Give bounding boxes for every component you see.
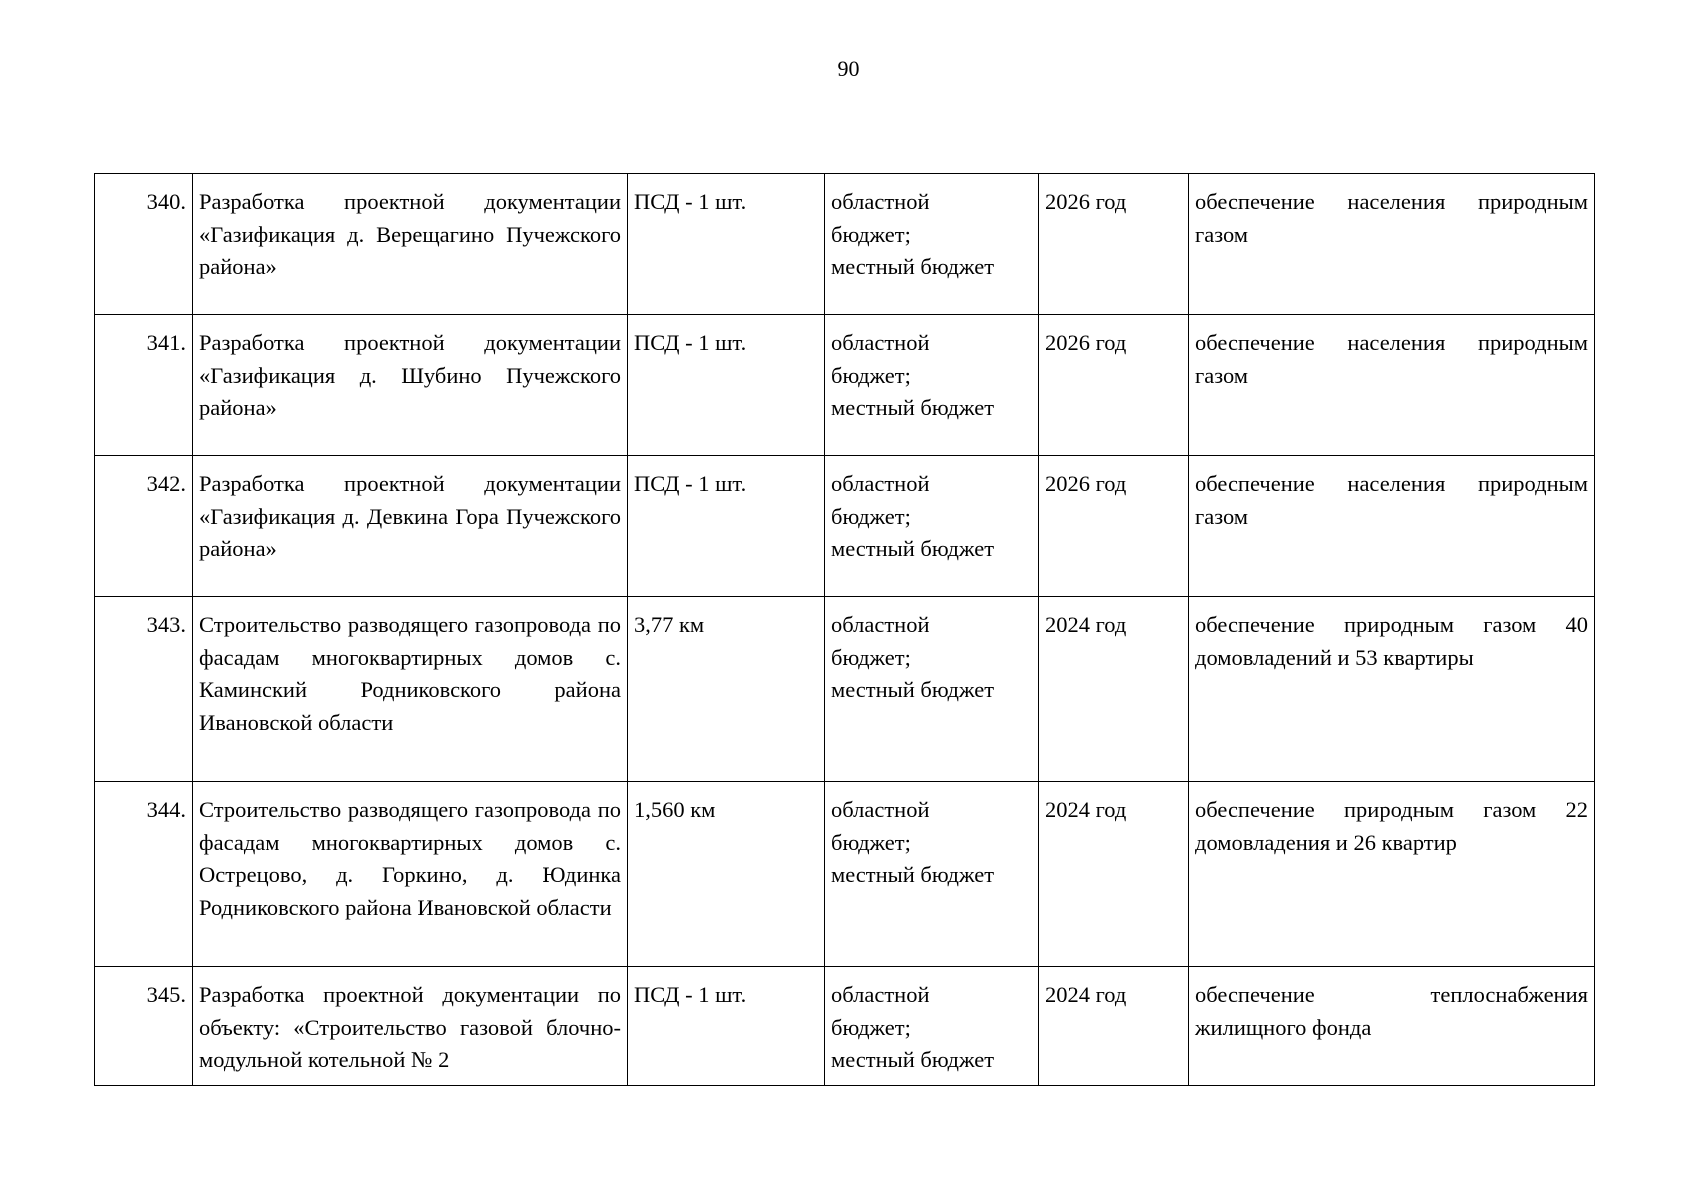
funding-source-line: областной (831, 189, 930, 214)
funding-source-line: бюджет; (831, 503, 911, 529)
measure-name: Разработка проектной документации по объекту: «Строительство газовой блочно-модульной котельной № 2 (193, 967, 628, 1086)
funding-source-line: местный бюджет (831, 1047, 995, 1072)
funding-source-line: областной (831, 612, 930, 637)
row-number: 340. (95, 174, 193, 315)
expected-result: обеспечение природным газом 40 домовладений и 53 квартиры (1189, 597, 1595, 782)
expected-result: обеспечение населения природным газом (1189, 315, 1595, 456)
measure-name: Строительство разводящего газопровода по фасадам многоквартирных домов с. Острецово, д. Горкино, д. Юдинка Родниковского района Ивановской области (193, 782, 628, 967)
row-number: 342. (95, 456, 193, 597)
measure-volume: 3,77 км (628, 597, 825, 782)
expected-result: обеспечение населения природным газом (1189, 456, 1595, 597)
expected-result: обеспечение населения природным газом (1189, 174, 1595, 315)
implementation-year: 2024 год (1039, 597, 1189, 782)
table-row (95, 782, 1595, 967)
funding-source-line: местный бюджет (831, 862, 995, 887)
funding-source-line: местный бюджет (831, 677, 995, 702)
funding-source (825, 456, 1039, 597)
funding-source (825, 967, 1039, 1086)
funding-source (825, 597, 1039, 782)
row-number: 343. (95, 597, 193, 782)
implementation-year: 2024 год (1039, 782, 1189, 967)
funding-source-line: бюджет; (831, 221, 911, 247)
table-row (95, 597, 1595, 782)
measure-name: Разработка проектной документации «Газификация д. Верещагино Пучежского района» (193, 174, 628, 315)
measure-volume: ПСД - 1 шт. (628, 315, 825, 456)
funding-source-line: областной (831, 982, 930, 1007)
table-row (95, 174, 1595, 315)
implementation-year: 2026 год (1039, 456, 1189, 597)
table-row (95, 967, 1595, 1086)
measure-volume: 1,560 км (628, 782, 825, 967)
implementation-year: 2026 год (1039, 315, 1189, 456)
funding-source-line: бюджет; (831, 1014, 911, 1040)
table-row (95, 456, 1595, 597)
funding-source-line: местный бюджет (831, 536, 995, 561)
row-number: 344. (95, 782, 193, 967)
page-number: 90 (837, 56, 860, 81)
table-row (95, 315, 1595, 456)
implementation-year: 2026 год (1039, 174, 1189, 315)
measure-volume: ПСД - 1 шт. (628, 456, 825, 597)
measure-name: Разработка проектной документации «Газификация д. Девкина Гора Пучежского района» (193, 456, 628, 597)
funding-source-line: областной (831, 797, 930, 822)
funding-source-line: бюджет; (831, 829, 911, 855)
measure-volume: ПСД - 1 шт. (628, 967, 825, 1086)
funding-source (825, 315, 1039, 456)
row-number: 341. (95, 315, 193, 456)
expected-result: обеспечение теплоснабжения жилищного фонда (1189, 967, 1595, 1086)
expected-result: обеспечение природным газом 22 домовладения и 26 квартир (1189, 782, 1595, 967)
funding-source-line: местный бюджет (831, 395, 995, 420)
funding-source-line: областной (831, 471, 930, 496)
funding-source-line: бюджет; (831, 362, 911, 388)
implementation-year: 2024 год (1039, 967, 1189, 1086)
funding-source (825, 174, 1039, 315)
measure-volume: ПСД - 1 шт. (628, 174, 825, 315)
funding-source-line: местный бюджет (831, 254, 995, 279)
funding-source (825, 782, 1039, 967)
measures-table (94, 173, 1595, 1086)
measure-name: Строительство разводящего газопровода по фасадам многоквартирных домов с. Каминский Родниковского района Ивановской области (193, 597, 628, 782)
funding-source-line: областной (831, 330, 930, 355)
funding-source-line: бюджет; (831, 644, 911, 670)
row-number: 345. (95, 967, 193, 1086)
measure-name: Разработка проектной документации «Газификация д. Шубино Пучежского района» (193, 315, 628, 456)
